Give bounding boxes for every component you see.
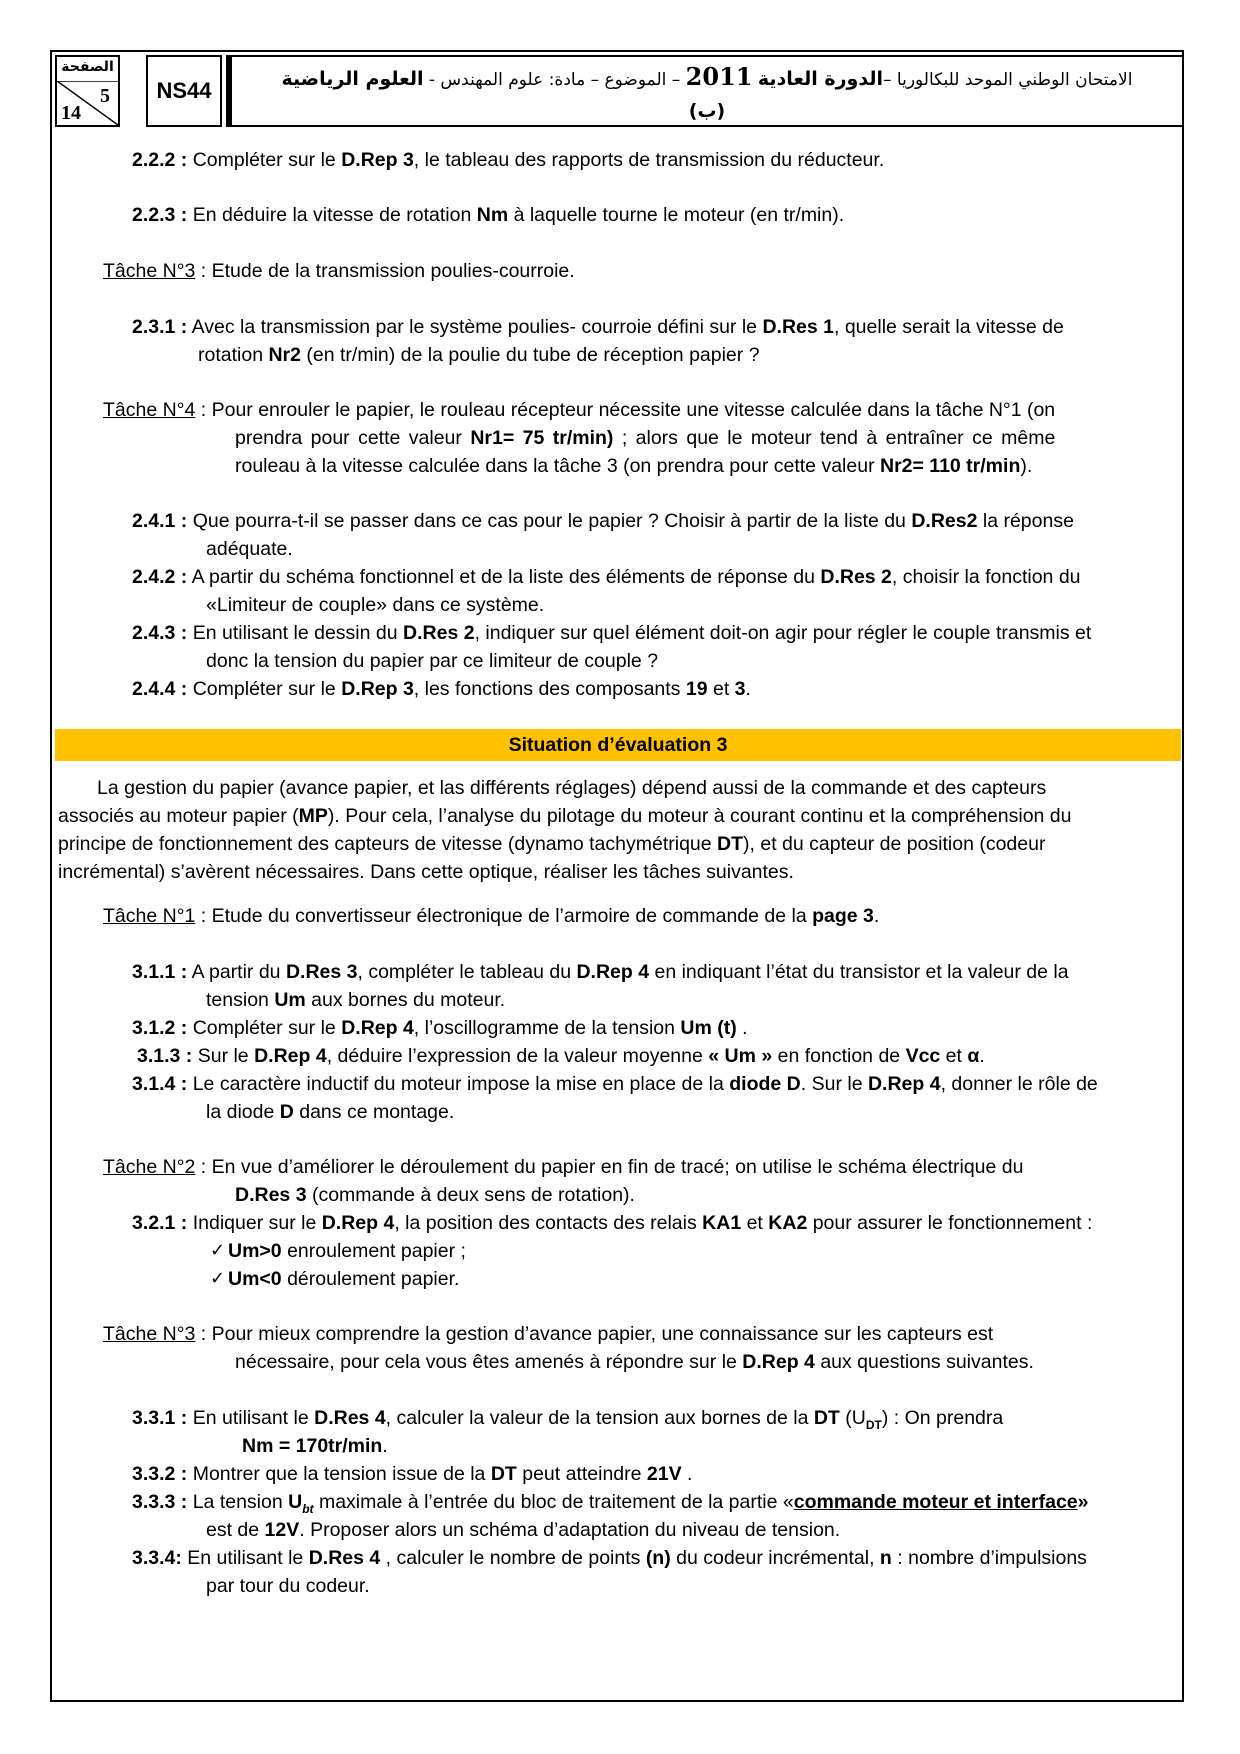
page-number-box: [55, 55, 120, 127]
section-banner: Situation d’évaluation 3: [55, 729, 1181, 761]
question-3-3-1: 3.3.1 : En utilisant le D.Res 4, calculer la valeur de la tension aux bornes de la DT $(U_{DT})$ : On prendra: [132, 1407, 1004, 1432]
task-3-2-line2: D.Res 3 (commande à deux sens de rotation).: [235, 1184, 635, 1206]
task-3-1-heading: Tâche N°1 : Etude du convertisseur électronique de l’armoire de commande de la page 3.: [103, 905, 880, 927]
question-3-3-4-line2: par tour du codeur.: [206, 1575, 370, 1597]
list-item: ✓ Um<0 déroulement papier.: [210, 1265, 459, 1293]
exam-title: [226, 55, 1184, 127]
title-branch: العلوم الرياضية: [281, 68, 424, 90]
task-3-2-heading: Tâche N°2 : En vue d’améliorer le déroulement du papier en fin de tracé; on utilise le schéma électrique du: [103, 1156, 1024, 1178]
question-2-4-3-line2: donc la tension du papier par ce limiteur de couple ?: [206, 650, 659, 672]
question-2-4-2: 2.4.2 : A partir du schéma fonctionnel et de la liste des éléments de réponse du D.Res 2, choisir la fonction du: [132, 566, 1081, 588]
intro-line3: principe de fonctionnement des capteurs de vitesse (dynamo tachymétrique DT), et du capteur de position (codeur: [58, 833, 1046, 855]
question-3-1-2: 3.1.2 : Compléter sur le D.Rep 4, l’oscillogramme de la tension Um (t) .: [132, 1017, 748, 1039]
exam-code: NS44: [146, 55, 222, 127]
task-4-heading: Tâche N°4 : Pour enrouler le papier, le rouleau récepteur nécessite une vitesse calculée dans la tâche N°1 (on: [103, 399, 1056, 421]
title-year: 2011: [685, 62, 753, 91]
question-2-3-1: 2.3.1 : Avec la transmission par le système poulies- courroie défini sur le D.Res 1, quelle serait la vitesse de: [132, 316, 1064, 338]
question-3-3-4: 3.3.4: En utilisant le D.Res 4 , calculer le nombre de points (n) du codeur incrémental, n : nombre d’impulsions: [132, 1547, 1087, 1569]
page-label: الصفحة: [61, 59, 114, 75]
task-3-heading: Tâche N°3 : Etude de la transmission poulies-courroie.: [103, 260, 575, 282]
task-4-line3: rouleau à la vitesse calculée dans la tâche 3 (on prendra pour cette valeur Nr2= 110 tr/min).: [235, 455, 1033, 477]
intro-line4: incrémental) s’avèrent nécessaires. Dans cette optique, réaliser les tâches suivantes.: [58, 861, 794, 883]
intro-line2: associés au moteur papier (MP). Pour cela, l’analyse du pilotage du moteur à courant continu et la compréhension du: [58, 805, 1072, 827]
question-3-1-4-line2: la diode D dans ce montage.: [206, 1101, 455, 1123]
question-2-4-1-line2: adéquate.: [206, 538, 293, 560]
title-part1: الامتحان الوطني الموحد للبكالوريا –: [883, 70, 1133, 90]
page-total: 14: [61, 102, 81, 124]
intro-line1: La gestion du papier (avance papier, et las différents réglages) dépend aussi de la commande et des capteurs: [97, 777, 1047, 799]
question-3-1-4: 3.1.4 : Le caractère inductif du moteur impose la mise en place de la diode D. Sur le D.Rep 4, donner le rôle de: [132, 1073, 1098, 1095]
title-part2: – الموضوع – مادة: علوم المهندس -: [428, 70, 681, 90]
question-3-1-1-line2: tension Um aux bornes du moteur.: [206, 989, 506, 1011]
task-3-3-heading: Tâche N°3 : Pour mieux comprendre la gestion d’avance papier, une connaissance sur les capteurs est: [103, 1323, 994, 1345]
title-line2: (ب): [688, 100, 726, 122]
question-3-1-1: 3.1.1 : A partir du D.Res 3, compléter le tableau du D.Rep 4 en indiquant l’état du transistor et la valeur de la: [132, 961, 1069, 983]
task-4-line2: prendra pour cette valeur Nr1= 75 tr/min) ; alors que le moteur tend à entraîner ce même: [235, 427, 1056, 449]
question-3-3-2: 3.3.2 : Montrer que la tension issue de la DT peut atteindre 21V .: [132, 1463, 693, 1485]
page-number: 5: [100, 85, 110, 107]
title-session: الدورة العادية: [757, 68, 883, 90]
question-2-2-2: 2.2.2 : Compléter sur le D.Rep 3, le tableau des rapports de transmission du réducteur.: [132, 149, 885, 171]
question-3-1-3: 3.1.3 : Sur le D.Rep 4, déduire l’expression de la valeur moyenne « Um » en fonction de Vcc et α.: [137, 1045, 985, 1067]
question-2-4-1: 2.4.1 : Que pourra-t-il se passer dans ce cas pour le papier ? Choisir à partir de la liste du D.Res2 la réponse: [132, 510, 1074, 532]
question-3-3-3-line2: est de 12V. Proposer alors un schéma d’adaptation du niveau de tension.: [206, 1519, 841, 1541]
question-2-4-4: 2.4.4 : Compléter sur le D.Rep 3, les fonctions des composants 19 et 3.: [132, 678, 751, 700]
check-icon: ✓: [210, 1268, 226, 1289]
question-3-2-1: 3.2.1 : Indiquer sur le D.Rep 4, la position des contacts des relais KA1 et KA2 pour assurer le fonctionnement :: [132, 1212, 1093, 1234]
question-2-3-1-line2: rotation Nr2 (en tr/min) de la poulie du tube de réception papier ?: [198, 344, 760, 366]
question-2-2-3: 2.2.3 : En déduire la vitesse de rotation Nm à laquelle tourne le moteur (en tr/min).: [132, 204, 845, 226]
task-3-3-line2: nécessaire, pour cela vous êtes amenés à répondre sur le D.Rep 4 aux questions suivantes.: [235, 1351, 1034, 1373]
question-3-3-3: 3.3.3 : La tension $U_{bt}$ maximale à l’entrée du bloc de traitement de la partie «commande moteur et interface»: [132, 1491, 1089, 1516]
question-2-4-2-line2: «Limiteur de couple» dans ce système.: [206, 594, 545, 616]
question-2-4-3: 2.4.3 : En utilisant le dessin du D.Res 2, indiquer sur quel élément doit-on agir pour régler le couple transmis et: [132, 622, 1092, 644]
list-item: ✓ Um>0 enroulement papier ;: [210, 1237, 466, 1265]
check-icon: ✓: [210, 1240, 226, 1261]
question-3-3-1-line2: Nm = 170tr/min.: [242, 1435, 388, 1457]
